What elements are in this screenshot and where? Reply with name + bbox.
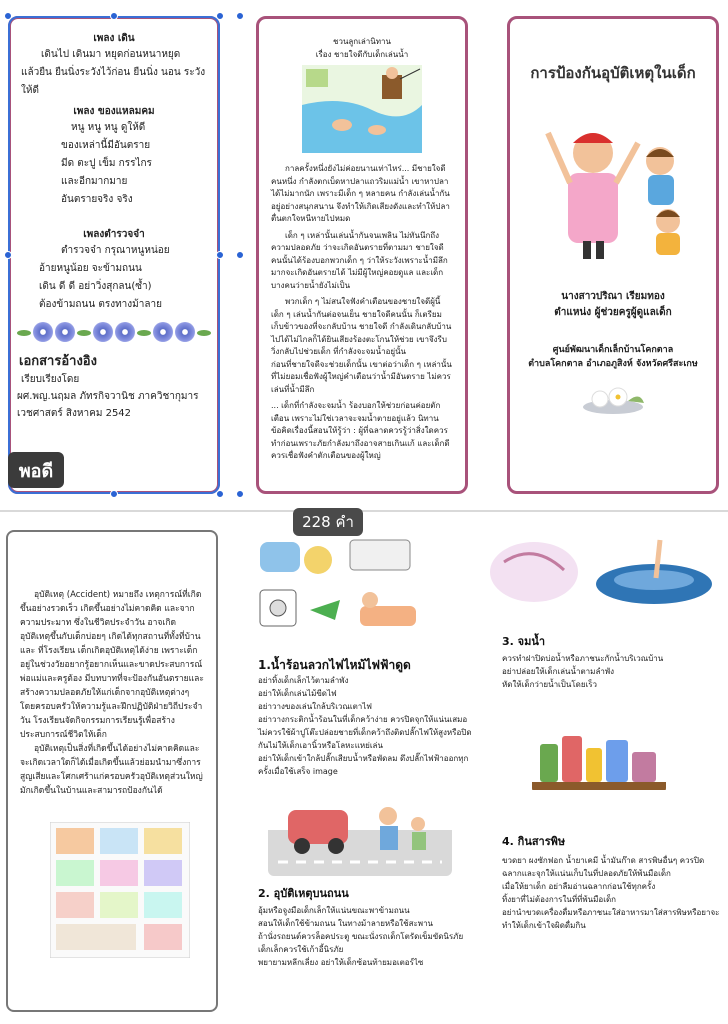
resize-handle-tl[interactable] — [4, 12, 12, 20]
story-para: เด็ก ๆ เหล่านั้นเล่นน้ำกันจนเพลิน ไม่ทันนึกถึงความปลอดภัย ว่าจะเกิดอันตรายที่ตามมา ชายใจดีคนนั้นได้ร้องบอกพวกเด็ก ๆ ว่าให้ระวังเพราะน้ำมีลึกมากจะเกิดอันตรายได้ ไม่มีผู้ใหญ่คอยดูแล และเด็กบางคนว่ายน้ำยังไม่เป็น — [271, 230, 448, 290]
text-line: ต้องข้ามถนน ตรงทางม้าลาย — [39, 299, 162, 310]
story-para: ก่อนที่ชายใจดีจะช่วยเด็กนั้น เขาต่อว่าเด็ก ๆ เหล่านั้นที่ไม่ยอมเชื่อฟังผู้ใหญ่คำเตือนว่าน้ำมีอันตราย ไม่ควรเล่นที่น้ำมีลึก — [271, 359, 452, 394]
text-line: เดินไป เดินมา หยุดก่อนหนาหยุด — [41, 49, 181, 60]
section1-title: 1.น้ำร้อนลวกไฟไหม้ไฟฟ้าดูด — [258, 658, 411, 672]
story-para: พวกเด็ก ๆ ไม่สนใจฟังคำเตือนของชายใจดีผู้นี้ เด็ก ๆ เล่นน้ำกันต่อจนเย็น ชายใจดีคนนั้น ก็เตรียมเก็บข้าวของที่จะกลับบ้าน ชายใจดี กำลังเดินกลับบ้านไปได้ไม่ไกลก็ได้ยินเสียงร้องตะโกนให้ช่วย เขาจึงรีบวิ่งกลับไปช่วยเด็ก ที่กำลังจะจมน้ำอยู่นั้น — [271, 297, 452, 356]
text-line: พยายามหลีกเลี่ยง อย่าให้เด็กซ้อนท้ายมอเตอร์ไซ — [258, 958, 424, 967]
text-line: แล้วยืน ยืนนิ่งระวังไว้ก่อน ยืนนิ่ง นอน ระวัง — [21, 67, 206, 78]
section2-title: 2. อุบัติเหตุบนถนน — [258, 887, 349, 900]
text-line: สอนให้เด็กใช้ข้ามถนน ในทางม้าลายหรือใช้สะพาน — [258, 919, 434, 928]
resize-handle-br[interactable] — [216, 490, 224, 498]
text-line: ของเหล่านี้มีอันตราย — [61, 140, 151, 151]
org-line-1: ศูนย์พัฒนาเด็กเล็กบ้านโคกตาล — [552, 345, 674, 355]
panel-songs[interactable] — [8, 16, 220, 494]
panel-cover[interactable] — [507, 16, 719, 494]
resize-handle-t[interactable] — [110, 12, 118, 20]
drowning-illustration — [484, 522, 720, 614]
text-line: ควรทำฝาปิดบ่อน้ำหรือภาชนะกักน้ำบริเวณบ้าน — [502, 654, 664, 663]
section1-text — [258, 674, 474, 778]
story-para: กาลครั้งหนึ่งยังไม่ค่อยนานเท่าไหร่... มีชายใจดีคนหนึ่ง กำลังตกเบ็ดหาปลาแถวริมแม่น้ำ เขาหาปลาได้ไม่มากนัก เพราะมีเด็ก ๆ หลายคน กำลังเล่นน้ำกันอยู่อย่างสนุกสนาน จึงทำให้เกิดเสียงดังและทำให้ปลาตื่นตกใจหนีหายไปหมด — [271, 164, 450, 223]
section4-title: 4. กินสารพิษ — [502, 835, 566, 848]
resize-handle-b[interactable] — [110, 490, 118, 498]
section3-text — [502, 652, 720, 691]
text-line: ทิ้งยาที่ไม่ต้องการในที่ที่พ้นมือเด็ก — [502, 895, 616, 904]
section4-text — [502, 854, 720, 932]
section2-text — [258, 904, 474, 969]
story-para: ... เด็กที่กำลังจะจมน้ำ ร้องบอกให้ช่วยก่อนค่อยตักเตือน เพราะไม่ใช่เวลาจะจมน้ำตายอยู่แล้ว นิทานข้อคิดเรื่องนี้สอนให้รู้ว่า : ผู้ที่ฉลาดควรรู้ว่าสิ่งใดควรทำก่อนเพราะภัยกำลังมาถึงอาจสายเกินแก้ และเด็กดีควรเชื่อฟังคำตักเตือนของผู้ใหญ่ — [271, 401, 450, 460]
song3-title: เพลงตำรวจจ๋า — [83, 229, 145, 240]
text-line: และอีกมากมาย — [61, 176, 128, 187]
text-line: อย่าให้เด็กเล่นไม้ขีดไฟ — [258, 689, 337, 698]
author-name: นางสาวปริณา เรียมทอง — [561, 291, 665, 302]
text-line: มีด ตะปู เข็ม กรรไกร — [61, 158, 152, 169]
text-line: อย่าปล่อยให้เด็กเล่นน้ำตามลำพัง — [502, 667, 615, 676]
text-line: เวชศาสตร์ สิงหาคม 2542 — [17, 408, 132, 419]
text-line: ถ้านั่งรถยนต์ควรล็อคประตู ขณะนั่งรถเด็กโตรัดเข็มขัดนิรภัย เด็กเล็กควรใช้เก้าอี้นิรภัย — [258, 932, 464, 954]
section3-title: 3. จมน้ำ — [502, 635, 546, 648]
word-count-badge[interactable]: 228 คำ — [293, 508, 363, 536]
text-line: อย่าวางกระติกน้ำร้อนในที่เด็กคว้าง่าย ควรปิดจุกให้แน่นเสมอ ไม่ควรใช้ผ้าปูโต๊ะปล่อยชายที่เด็กคว้าถึงติดปลั๊กไฟให้สูงหรือปิดกันไม่ให้เด็กเอานิ้วหรือโลหะแหย่เล่น — [258, 715, 472, 750]
song2-lines — [11, 119, 217, 209]
pictogram-grid — [50, 822, 190, 958]
text-line: ตำรวจจ๋า กรุณาหนูหน่อย — [61, 245, 170, 256]
text-line: ผศ.พญ.นฤมล ภัทรกิจวานิช ภาควิชากุมาร — [17, 391, 199, 402]
text-line: หัดให้เด็กว่ายน้ำเป็นโดยเร็ว — [502, 680, 598, 689]
hot-water-illustration — [250, 530, 430, 648]
cover-title: การป้องกันอุบัติเหตุในเด็ก — [530, 64, 696, 82]
song1-title: เพลง เดิน — [93, 33, 135, 44]
text-line: อย่าวางของเล่นใกล้บริเวณเตาไฟ — [258, 702, 372, 711]
text-line: เรียบเรียงโดย — [21, 374, 80, 385]
story-heading-2: เรื่อง ชายใจดีกับเด็กเล่นน้ำ — [315, 50, 409, 59]
fit-button[interactable]: พอดี — [8, 452, 64, 488]
text-line: อุ้มหรือจูงมือเด็กเล็กให้แน่นขณะพาข้ามถนน — [258, 906, 410, 915]
panel-intro[interactable] — [6, 530, 218, 1012]
references-lines — [11, 371, 217, 422]
resize-handle-r[interactable] — [216, 251, 224, 259]
song1-lines — [11, 46, 217, 100]
text-line: หนู หนู หนู ดูให้ดี — [71, 122, 146, 133]
resize-handle-ext3[interactable] — [236, 490, 244, 498]
references-title: เอกสารอ้างอิง — [19, 354, 97, 369]
road-accident-illustration — [268, 790, 452, 876]
resize-handle-l[interactable] — [4, 251, 12, 259]
song2-title: เพลง ของแหลมคม — [73, 106, 155, 117]
panel-story[interactable] — [256, 16, 468, 494]
text-line: เดิน ดี ดี อย่าวิ่งสุกลน(ซ้ำ) — [39, 281, 152, 292]
resize-handle-ext[interactable] — [236, 12, 244, 20]
page-separator — [0, 510, 728, 512]
text-line: อันตรายจริง จริง — [61, 194, 133, 205]
text-line: เมื่อให้ยาเด็ก อย่าลืมอ่านฉลากก่อนใช้ทุกครั้ง — [502, 882, 656, 891]
text-line: อย่านำขวดเครื่องดื่มหรือภาชนะใส่อาหารมาใส่สารพิษหรือยาจะทำให้เด็กเข้าใจผิดดื่มกิน — [502, 908, 720, 930]
text-line: อ้ายหนูน้อย จะข้ามถนน — [39, 263, 142, 274]
text-line: อย่าให้เด็กเข้าใกล้ปลั๊กเสียบน้ำหรือพัดลม ดึงปลั๊กไฟฟ้าออกทุกครั้งเมื่อใช้เสร็จ image — [258, 754, 469, 776]
text-line: อย่าทิ้งเด็กเล็กไว้ตามลำพัง — [258, 676, 349, 685]
org-line-2: ตำบลโคกตาล อำเภอภูสิงห์ จังหวัดศรีสะเกษ — [528, 359, 698, 369]
poison-bottles-illustration — [532, 722, 666, 794]
flower-decoration — [11, 322, 217, 342]
author-role: ตำแหน่ง ผู้ช่วยครูผู้ดูแลเด็ก — [554, 307, 672, 318]
text-line: ให้ดี — [21, 85, 39, 96]
flower-decoration — [578, 381, 648, 417]
story-heading-1: ชวนลูกเล่านิทาน — [333, 37, 391, 46]
text-line: ขวดยา ผงซักฟอก น้ำยาเคมี น้ำมันก๊าด สารพิษอื่นๆ ควรปิดฉลากและจุกให้แน่นเก็บในที่ปลอดภัยให้พ้นมือเด็ก — [502, 856, 705, 878]
intro-para: อุบัติเหตุ (Accident) หมายถึง เหตุการณ์ที่เกิดขึ้นอย่างรวดเร็ว เกิดขึ้นอย่างไม่คาดคิด และจากความประมาท ซึ่งในชีวิตประจำวัน อาจเกิดอุบัติเหตุขึ้นกับเด็กบ่อยๆ เกิดได้ทุกสถานที่ทั้งที่บ้านและ ที่โรงเรียน เด็กเกิดอุบัติเหตุได้ง่าย เพราะเด็กอยู่ในช่วงวัยอยากรู้อยากเห็นและขาดประสบการณ์ พ่อแม่และครูต้อง มีบทบาทที่จะป้องกันอันตรายและสร้างความปลอดภัยให้แก่เด็กจากอุบัติเหตุต่างๆ โดยครอบครัวให้ความรู้และฝึกปฏิบัติฝ่ายวิถีประจำวัน โรงเรียนจัดกิจกรรมการเรียนรู้เพื่อสร้างประสบการณ์ชีวิตให้เด็ก — [20, 590, 204, 740]
intro-para: อุบัติเหตุเป็นสิ่งที่เกิดขึ้นได้อย่างไม่คาดคิดและจะเกิดเวลาใดก็ได้เมื่อเกิดขึ้นแล้วย่อมนำมาซึ่งการสูญเสียและโศกเศร้าแก่ครอบครัวอุบัติเหตุส่วนใหญ่มักเกิดขึ้นในบ้านและสามารถป้องกันได้ — [20, 744, 203, 796]
resize-handle-ext2[interactable] — [236, 251, 244, 259]
story-illustration — [302, 65, 422, 153]
song3-lines — [11, 242, 217, 314]
resize-handle-tr[interactable] — [216, 12, 224, 20]
children-illustration — [528, 113, 698, 263]
